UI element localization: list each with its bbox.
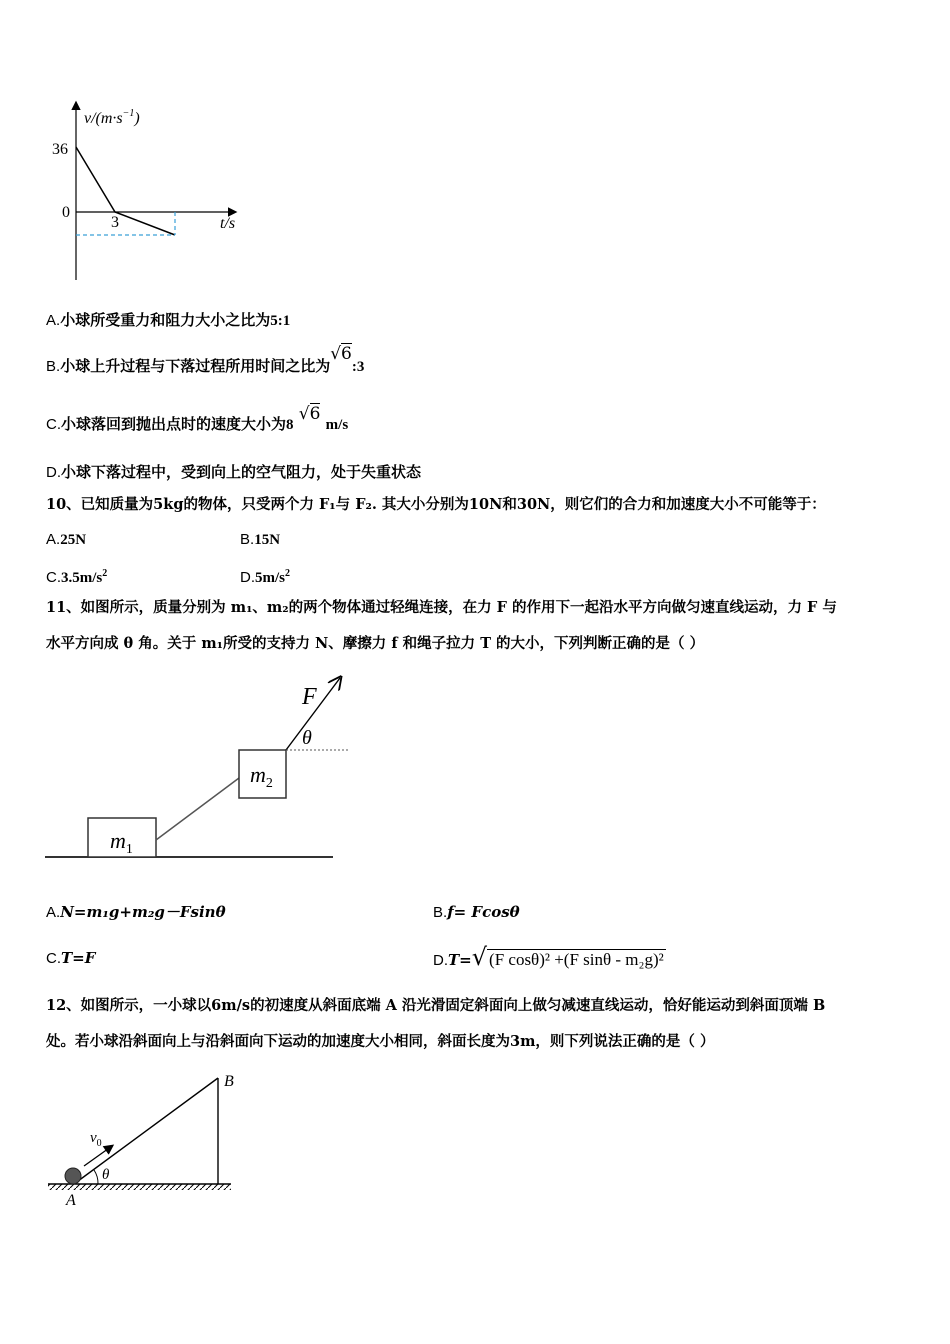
vt-tick-0: 0 [62, 204, 70, 221]
q10-option-c: $C.3.5m/s^2$ [46, 568, 108, 586]
q11-rope [156, 778, 239, 840]
q11-option-c: C.T=F [46, 949, 96, 967]
q9-option-b: B.小球上升过程与下落过程所用时间之比为√6:3 [46, 344, 365, 375]
q10-option-b: B.15N [240, 531, 281, 548]
q12-label-A: A [66, 1192, 76, 1209]
q11-stem-line2: 水平方向成 θ 角。关于 m₁所受的支持力 N、摩擦力 f 和绳子拉力 T 的大小，下列判断正确的是（ ） [46, 635, 705, 652]
q11-label-m1: $m_1$ [110, 828, 133, 857]
q9-option-c: C.小球落回到抛出点时的速度大小为8 √6 m/s [46, 404, 349, 433]
q11-label-F: F [302, 684, 317, 710]
q10-option-a: A.25N [46, 531, 87, 548]
q12-ball [65, 1168, 81, 1184]
q12-label-B: B [224, 1073, 234, 1090]
q11-option-d: D.T=√ (F cosθ)² +(F sinθ - m₂g)² [433, 943, 664, 971]
q9-option-d: D.小球下落过程中，受到向上的空气阻力，处于失重状态 [46, 463, 422, 481]
vt-line [76, 147, 175, 235]
vt-tick-3: 3 [111, 214, 119, 231]
q10-option-d: $D.5m/s^2$ [240, 568, 290, 586]
q12-figure [40, 1068, 260, 1213]
vt-x-label: t/s [220, 215, 236, 232]
q12-ground-hatch [48, 1184, 231, 1190]
q11-figure [40, 668, 360, 868]
q11-option-a: A.N=m₁g+m₂g－Fsinθ [46, 903, 226, 921]
vt-y-label: $v/(m\cdot s^{-1})$ [84, 108, 140, 127]
q12-stem-line2: 处。若小球沿斜面向上与沿斜面向下运动的加速度大小相同，斜面长度为3m，则下列说法正确的是（ ） [46, 1033, 715, 1050]
q12-velocity-arrow [84, 1146, 112, 1166]
q12-label-theta: θ [102, 1167, 110, 1183]
q12-angle-arc [94, 1170, 98, 1184]
vt-graph [40, 95, 260, 290]
q11-stem-line1: 11、如图所示，质量分别为 m₁、m₂的两个物体通过轻绳连接，在力 F 的作用下一起沿水平方向做匀速直线运动，力 F 与 [46, 599, 837, 616]
q11-option-b: B.f= Fcosθ [433, 903, 520, 921]
q12-label-v0: $v_0$ [90, 1130, 102, 1149]
q11-label-theta: θ [302, 727, 312, 749]
q11-label-m2: $m_2$ [250, 762, 273, 791]
q9-option-a: A.小球所受重力和阻力大小之比为5:1 [46, 311, 291, 329]
q10-stem: 10、已知质量为5kg的物体，只受两个力 F₁与 F₂. 其大小分别为10N和30N，则它们的合力和加速度大小不可能等于： [46, 496, 826, 513]
q12-stem-line1: 12、如图所示，一小球以6m/s的初速度从斜面底端 A 沿光滑固定斜面向上做匀减速直线运动，恰好能运动到斜面顶端 B [46, 997, 826, 1014]
vt-tick-36: 36 [52, 141, 68, 158]
